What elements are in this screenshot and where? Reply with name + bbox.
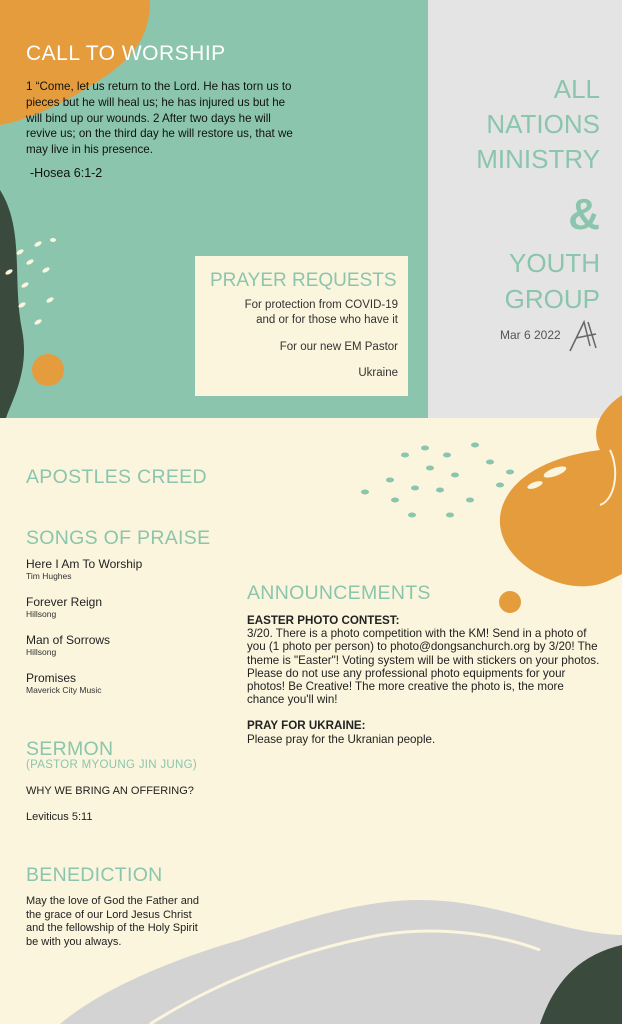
song-item [26, 595, 102, 619]
announcement-1-title: EASTER PHOTO CONTEST: [247, 614, 400, 627]
prayer-item-1: For protection from COVID-19 [244, 299, 398, 311]
song-artist: Hillsong [26, 609, 57, 619]
church-logo [566, 318, 602, 354]
song-item [26, 633, 110, 657]
songs-title: SONGS OF PRAISE [26, 527, 211, 549]
apostles-creed-title: APOSTLES CREED [26, 466, 207, 488]
announcements-body [247, 614, 603, 746]
song-artist: Tim Hughes [26, 571, 72, 581]
song-title: Promises [26, 671, 77, 685]
prayer-item-2: and or for those who have it [256, 314, 398, 326]
ministry-line-ministry: MINISTRY [476, 144, 600, 174]
sermon-scripture: Leviticus 5:11 [26, 811, 93, 823]
sermon-title: SERMON [26, 738, 114, 760]
prayer-item-4: Ukraine [358, 367, 398, 379]
ministry-line-group: GROUP [504, 284, 600, 314]
orange-dot-right [499, 591, 521, 613]
song-item [26, 557, 142, 581]
song-artist: Maverick City Music [26, 685, 102, 695]
announcement-1-text: 3/20. There is a photo competition with the KM! Send in a photo of you (1 photo per person) to photo@dongsanchurch.org by 3/20! The theme is "Easter"! Voting system will be with stickers on your photos. Please do not use any professional photo equipments for your photos! Be Creative! The more creative the photo is, the more chance you'll win! [247, 627, 600, 707]
prayer-item-3: For our new EM Pastor [279, 341, 398, 353]
benediction-text: May the love of God the Father and the grace of our Lord Jesus Christ and the fellowship of the Holy Spirit be with you always. [26, 895, 200, 948]
sermon-pastor: (PASTOR MYOUNG JIN JUNG) [26, 759, 197, 771]
sermon-topic: WHY WE BRING AN OFFERING? [26, 785, 194, 797]
prayer-requests-title: PRAYER REQUESTS [210, 270, 397, 291]
ministry-line-nations: NATIONS [486, 109, 600, 139]
call-to-worship-reference: -Hosea 6:1-2 [30, 166, 103, 180]
ministry-line-all: ALL [553, 74, 600, 104]
song-title: Here I Am To Worship [26, 557, 143, 571]
announcements-title: ANNOUNCEMENTS [247, 582, 431, 604]
ministry-line-youth: YOUTH [509, 248, 600, 278]
bulletin-date: Mar 6 2022 [500, 328, 561, 342]
song-title: Forever Reign [26, 595, 103, 609]
ministry-ampersand: & [568, 190, 600, 239]
call-to-worship-verse: 1 “Come, let us return to the Lord. He has torn us to pieces but he will heal us; he has injured us but he will bind up our wounds. 2 After two days he will revive us; on the third day he will restore us, that we may live in his presence. [26, 80, 293, 157]
announcement-2-text: Please pray for the Ukranian people. [247, 732, 436, 746]
orange-dot-left [32, 354, 64, 386]
song-item [26, 671, 102, 695]
orange-blob-right [500, 395, 622, 586]
song-title: Man of Sorrows [26, 633, 111, 647]
announcement-2-title: PRAY FOR UKRAINE: [247, 719, 366, 733]
call-to-worship-title: CALL TO WORSHIP [26, 42, 226, 65]
benediction-title: BENEDICTION [26, 864, 163, 886]
song-artist: Hillsong [26, 647, 57, 657]
prayer-requests-box [195, 256, 408, 396]
